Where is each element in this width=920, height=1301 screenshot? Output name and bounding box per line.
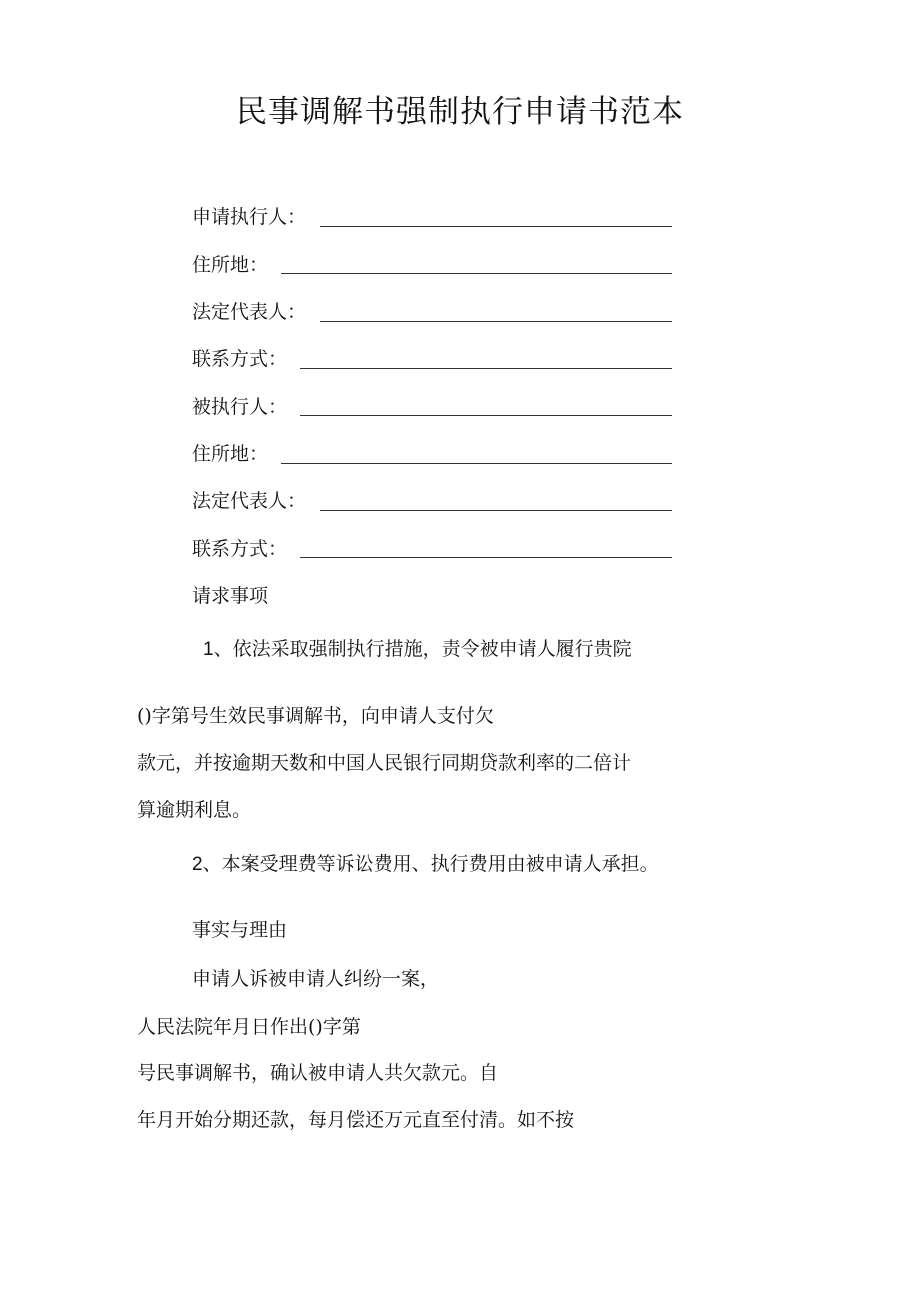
facts-heading: 事实与理由 [192,919,288,941]
field-applicant-line[interactable] [320,226,672,227]
field-label: 联系方式： [192,348,288,370]
request-item-1-line-3: 款元，并按逾期天数和中国人民银行同期贷款利率的二倍计 [137,752,632,774]
field-applicant-contact [192,342,287,372]
field-applicant-address [192,248,268,278]
field-applicant-contact-line[interactable] [300,368,672,369]
facts-line-4: 年月开始分期还款，每月偿还万元直至付清。如不按 [137,1109,575,1131]
request-item-2 [192,851,659,878]
field-respondent-contact [192,532,287,562]
field-label: 住所地： [192,254,269,276]
facts-line-3: 号民事调解书，确认被申请人共欠款元。自 [137,1062,499,1084]
field-applicant-address-line[interactable] [281,273,672,274]
field-applicant [192,200,306,230]
request-item-1-text: 、依法采取强制执行措施，责令被申请人履行贵院 [213,638,632,660]
request-item-1-line-1 [203,636,632,663]
facts-line-1: 申请人诉被申请人纠纷一案， [192,968,440,990]
field-label: 法定代表人： [192,490,307,512]
facts-line-2: 人民法院年月日作出()字第 [137,1016,361,1038]
request-item-1-line-4: 算逾期利息。 [137,799,252,821]
field-label: 申请执行人： [192,206,307,228]
field-applicant-representative-line[interactable] [320,321,672,322]
field-respondent-address [192,437,268,467]
request-item-2-text: 、本案受理费等诉讼费用、执行费用由被申请人承担。 [202,853,659,875]
field-respondent-representative-line[interactable] [320,510,672,511]
request-item-1-number: 1 [203,639,214,660]
field-respondent-line[interactable] [300,415,672,416]
field-label: 联系方式： [192,538,288,560]
field-respondent [192,390,287,420]
field-label: 被执行人： [192,396,288,418]
field-respondent-contact-line[interactable] [300,557,672,558]
field-respondent-address-line[interactable] [281,463,672,464]
document-title: 民事调解书强制执行申请书范本 [236,94,684,130]
request-item-2-number: 2 [192,854,203,875]
field-respondent-representative [192,484,306,514]
field-label: 法定代表人： [192,301,307,323]
request-item-1-line-2: ()字第号生效民事调解书，向申请人支付欠 [137,705,494,727]
field-applicant-representative [192,295,306,325]
request-heading: 请求事项 [192,585,269,607]
field-label: 住所地： [192,443,269,465]
